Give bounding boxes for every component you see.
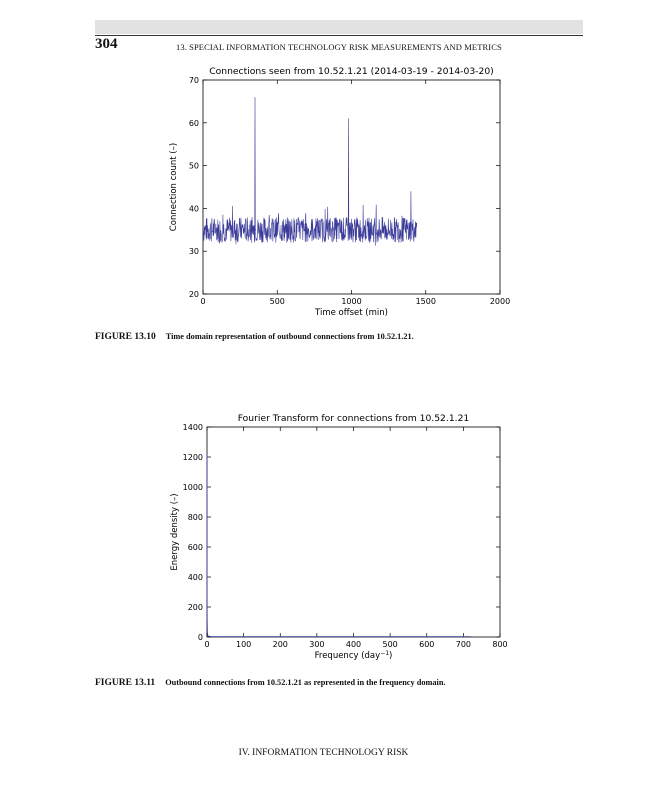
figure-caption-text: Outbound connections from 10.52.1.21 as represented in the frequency domain. xyxy=(165,678,446,687)
x-tick-label: 600 xyxy=(419,640,435,649)
y-tick-label: 200 xyxy=(187,603,203,612)
x-tick-label: 0 xyxy=(204,640,210,649)
x-tick-label: 400 xyxy=(345,640,362,649)
y-tick-label: 50 xyxy=(188,161,199,171)
y-axis-label: Energy density (–) xyxy=(170,493,180,571)
y-tick-label: 20 xyxy=(188,290,199,299)
y-tick-label: 1200 xyxy=(182,453,203,462)
x-tick-label: 1500 xyxy=(415,297,436,306)
y-axis-label: Connection count (–) xyxy=(169,142,179,232)
x-tick-label: 100 xyxy=(235,640,252,649)
y-tick-label: 70 xyxy=(188,76,199,85)
figure-label: FIGURE 13.10 xyxy=(95,332,156,342)
x-tick-label: 0 xyxy=(200,297,206,306)
y-tick-label: 40 xyxy=(188,204,199,214)
x-axis-label: Frequency (day$^{-1}$) xyxy=(314,650,393,661)
x-tick-label: 200 xyxy=(272,640,288,649)
series-line-energy xyxy=(207,454,471,637)
running-head: 13. SPECIAL INFORMATION TECHNOLOGY RISK MEASUREMENTS AND METRICS xyxy=(176,42,502,52)
x-axis-label: Time offset (min) xyxy=(315,308,388,318)
x-tick-label: 300 xyxy=(309,640,325,649)
chart-title: Fourier Transform for connections from 10.52.1.21 xyxy=(237,413,470,424)
y-tick-label: 1400 xyxy=(182,423,203,432)
y-tick-label: 800 xyxy=(187,513,203,522)
plot-frame xyxy=(203,80,500,294)
chart-frequency-domain xyxy=(0,400,647,680)
page-number: 304 xyxy=(95,36,118,52)
x-tick-label: 500 xyxy=(269,297,285,306)
figure-caption-13-11 xyxy=(95,678,446,688)
figure-caption-13-10 xyxy=(95,332,414,342)
x-tick-label: 2000 xyxy=(489,297,511,306)
x-tick-label: 800 xyxy=(492,640,508,649)
figure-label: FIGURE 13.11 xyxy=(95,678,156,688)
series-line-connections xyxy=(203,97,417,246)
figure-caption-text: Time domain representation of outbound connections from 10.52.1.21. xyxy=(165,332,414,341)
page-footer: IV. INFORMATION TECHNOLOGY RISK xyxy=(238,748,409,758)
chart-time-domain xyxy=(0,0,647,340)
y-tick-label: 600 xyxy=(187,543,203,552)
y-tick-label: 0 xyxy=(197,633,203,642)
x-tick-label: 1000 xyxy=(341,297,362,306)
chart-title: Connections seen from 10.52.1.21 (2014-03-19 - 2014-03-20) xyxy=(209,66,494,77)
y-tick-label: 30 xyxy=(188,247,199,257)
plot-frame xyxy=(207,427,500,637)
y-tick-label: 1000 xyxy=(182,483,203,492)
x-tick-label: 700 xyxy=(455,640,472,649)
y-tick-label: 60 xyxy=(188,118,199,128)
y-tick-label: 400 xyxy=(187,573,203,582)
x-tick-label: 500 xyxy=(382,640,398,649)
